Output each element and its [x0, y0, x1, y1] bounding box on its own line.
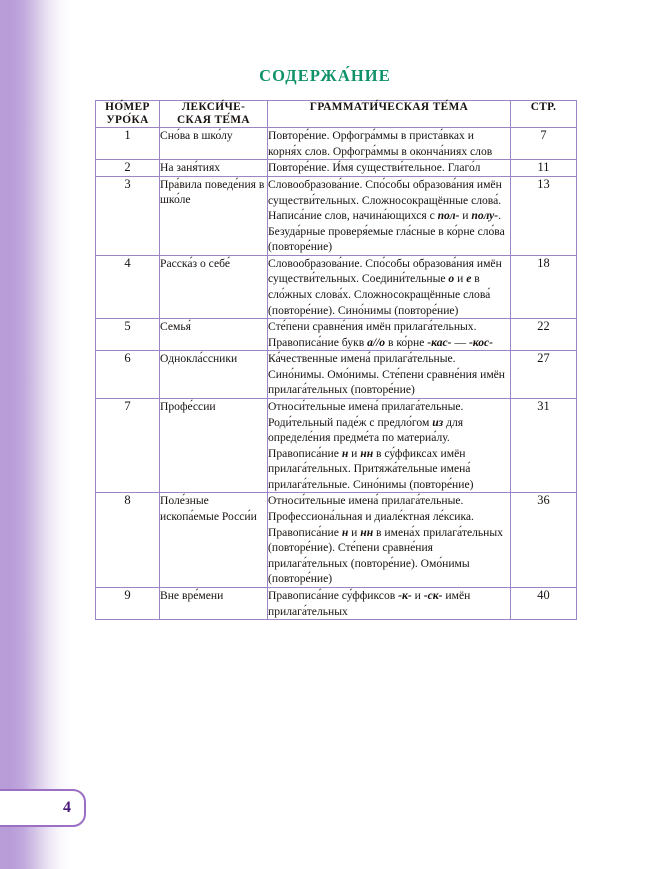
cell-grammar-topic: Словообразова́ние. Спо́собы образова́ния имён существи́тельных. Соедини́тельные о и е в сло́жных слова́х. Сложносокращённые слова́ (повторе́ние). Сино́нимы (повторе́ние)	[268, 255, 511, 318]
column-header-grammar-topic: ГРАММАТИ́ЧЕСКАЯ ТЕ́МА	[268, 101, 511, 128]
page-title: СОДЕРЖА́НИЕ	[259, 66, 391, 85]
column-header-lexical-topic-line2: СКАЯ ТЕ́МА	[177, 114, 250, 127]
contents-table-body	[96, 128, 577, 620]
cell-lexical-topic: На заня́тиях	[160, 160, 268, 177]
table-header-row	[96, 101, 577, 128]
cell-lexical-topic: Однокла́ссники	[160, 351, 268, 399]
cell-lesson-number: 5	[96, 319, 160, 351]
cell-lesson-number: 3	[96, 176, 160, 255]
cell-page-number: 18	[511, 255, 577, 318]
cell-lexical-topic: Профе́ссии	[160, 399, 268, 493]
cell-grammar-topic: Словообразова́ние. Спо́собы образова́ния имён существи́тельных. Сложносокращённые слова́. Написа́ние слов, начина́ющихся с пол- и полу-. Безуда́рные проверя́емые гла́сные в ко́рне сло́ва (повторе́ние)	[268, 176, 511, 255]
table-row	[96, 319, 577, 351]
cell-page-number: 11	[511, 160, 577, 177]
cell-lesson-number: 2	[96, 160, 160, 177]
cell-lesson-number: 8	[96, 493, 160, 587]
table-row	[96, 351, 577, 399]
cell-grammar-topic: Повторе́ние. И́мя существи́тельное. Глаго́л	[268, 160, 511, 177]
table-row	[96, 128, 577, 160]
cell-grammar-topic: Относи́тельные имена́ прилага́тельные. Профессиона́льная и диале́ктная ле́ксика. Правописа́ние н и нн в имена́х прилага́тельных (повторе́ние). Сте́пени сравне́ния прилага́тельных (повторе́ние). Омо́нимы (повторе́ние)	[268, 493, 511, 587]
page-number-badge	[0, 789, 86, 827]
column-header-lesson-number-line2: УРО́КА	[106, 114, 149, 127]
cell-lexical-topic: Сно́ва в шко́лу	[160, 128, 268, 160]
cell-lexical-topic: Поле́зные ископа́емые Росси́и	[160, 493, 268, 587]
page-number-value: 4	[63, 799, 71, 816]
table-row	[96, 587, 577, 619]
table-row	[96, 160, 577, 177]
column-header-page: СТР.	[511, 101, 577, 128]
cell-lexical-topic: Пра́вила поведе́ния в шко́ле	[160, 176, 268, 255]
cell-lexical-topic: Вне вре́мени	[160, 587, 268, 619]
cell-lesson-number: 6	[96, 351, 160, 399]
cell-page-number: 22	[511, 319, 577, 351]
table-row	[96, 255, 577, 318]
column-header-lesson-number-line1: НО́МЕР	[105, 101, 150, 113]
table-row	[96, 399, 577, 493]
cell-grammar-topic: Ка́чественные имена́ прилага́тельные. Сино́нимы. Омо́нимы. Сте́пени сравне́ния имён прилага́тельных (повторе́ние)	[268, 351, 511, 399]
column-header-lexical-topic	[160, 101, 268, 128]
cell-page-number: 36	[511, 493, 577, 587]
column-header-lexical-topic-line1: ЛЕКСИ́ЧЕ-	[181, 101, 246, 113]
cell-lesson-number: 9	[96, 587, 160, 619]
cell-lexical-topic: Расска́з о себе́	[160, 255, 268, 318]
cell-grammar-topic: Правописа́ние су́ффиксов -к- и -ск- имён прилага́тельных	[268, 587, 511, 619]
cell-lesson-number: 1	[96, 128, 160, 160]
table-row	[96, 176, 577, 255]
table-of-contents	[95, 100, 576, 620]
table-row	[96, 493, 577, 587]
cell-lesson-number: 4	[96, 255, 160, 318]
cell-grammar-topic: Повторе́ние. Орфогра́ммы в приста́вках и корня́х слов. Орфогра́ммы в оконча́ниях слов	[268, 128, 511, 160]
cell-lexical-topic: Семья́	[160, 319, 268, 351]
cell-grammar-topic: Сте́пени сравне́ния имён прилага́тельных. Правописа́ние букв а//о в ко́рне -кас- — -кос-	[268, 319, 511, 351]
cell-page-number: 13	[511, 176, 577, 255]
cell-grammar-topic: Относи́тельные имена́ прилага́тельные. Роди́тельный паде́ж с предло́гом из для определе́ния предме́та по материа́лу. Правописа́ние н и нн в су́ффиксах имён прилага́тельных. Притяжа́тельные имена́ прилага́тельные. Сино́нимы (повторе́ние)	[268, 399, 511, 493]
cell-lesson-number: 7	[96, 399, 160, 493]
cell-page-number: 27	[511, 351, 577, 399]
cell-page-number: 7	[511, 128, 577, 160]
cell-page-number: 40	[511, 587, 577, 619]
cell-page-number: 31	[511, 399, 577, 493]
contents-table	[95, 100, 577, 620]
column-header-lesson-number	[96, 101, 160, 128]
